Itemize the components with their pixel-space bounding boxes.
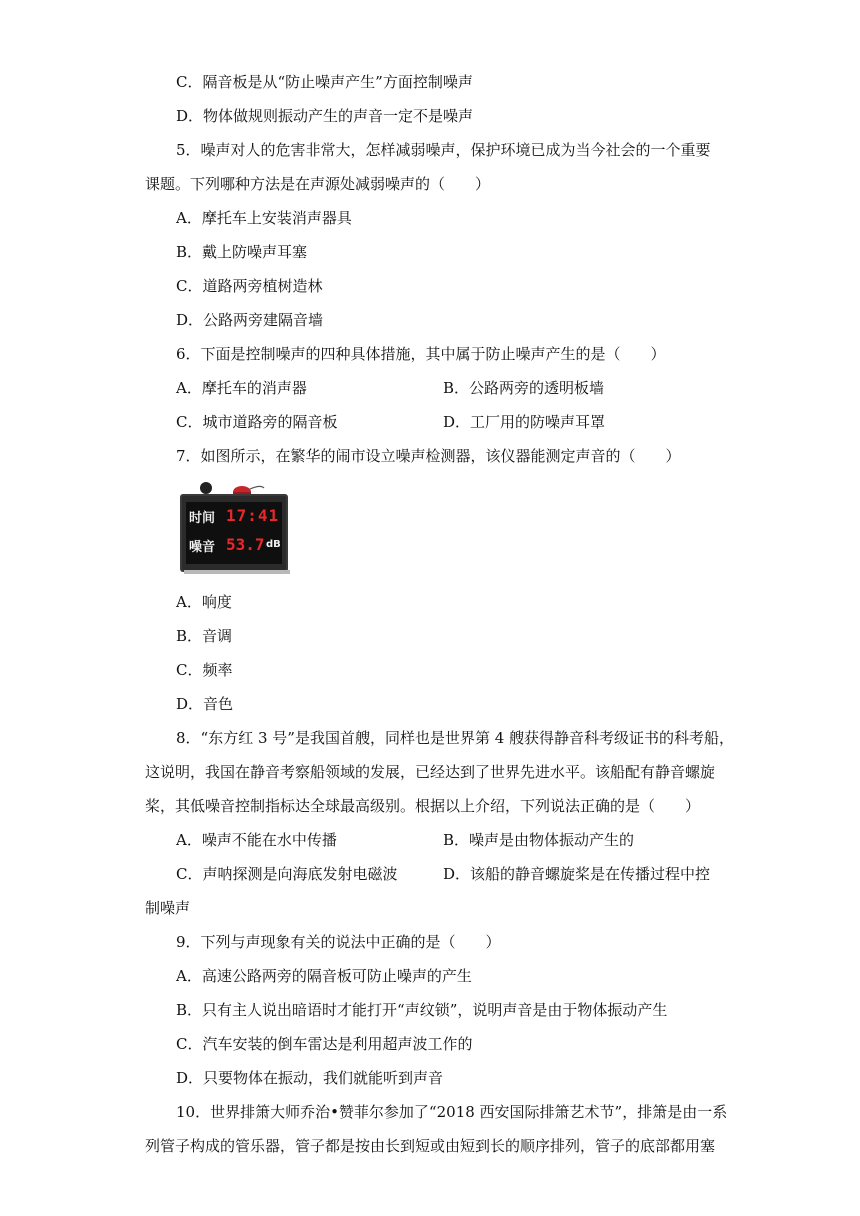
db-unit-label: dB: [266, 539, 281, 550]
q7-stem: 7．如图所示，在繁华的闹市设立噪声检测器，该仪器能测定声音的（ ）: [176, 447, 681, 465]
q7-option-b: B．音调: [176, 627, 233, 645]
q5-option-b: B．戴上防噪声耳塞: [176, 243, 308, 261]
noise-readout: 53.7: [226, 535, 265, 554]
q8-stem-line1: 8．“东方红 3 号”是我国首艘，同样也是世界第 4 艘获得静音科考级证书的科考船，: [176, 729, 735, 747]
q5-option-d: D．公路两旁建隔音墙: [176, 311, 324, 329]
q8-option-b: B．噪声是由物体振动产生的: [443, 831, 635, 849]
q8-option-d: D．该船的静音螺旋桨是在传播过程中控: [443, 865, 711, 883]
q6-option-d: D．工厂用的防噪声耳罩: [443, 413, 606, 431]
q8-option-d-continued: 制噪声: [145, 899, 191, 917]
noise-label: 噪音: [189, 540, 216, 555]
q6-option-c: C．城市道路旁的隔音板: [176, 413, 338, 431]
q4-option-d: D．物体做规则振动产生的声音一定不是噪声: [176, 107, 474, 125]
q9-option-d: D．只要物体在振动，我们就能听到声音: [176, 1069, 444, 1087]
q5-stem-line1: 5．噪声对人的危害非常大，怎样减弱噪声，保护环境已成为当今社会的一个重要: [176, 141, 711, 159]
time-label: 时间: [189, 511, 216, 526]
q5-option-c: C．道路两旁植树造林: [176, 277, 323, 295]
q7-option-a: A．响度: [176, 593, 232, 611]
q8-stem-line3: 桨，其低噪音控制指标达全球最高级别。根据以上介绍，下列说法正确的是（ ）: [145, 797, 701, 815]
q9-stem: 9．下列与声现象有关的说法中正确的是（ ）: [176, 933, 501, 951]
q5-stem-line2: 课题。下列哪种方法是在声源处减弱噪声的（ ）: [145, 175, 491, 193]
q10-stem-line2: 列管子构成的管乐器，管子都是按由长到短或由短到长的顺序排列，管子的底部都用塞: [145, 1137, 716, 1155]
q9-option-b: B．只有主人说出暗语时才能打开“声纹锁”，说明声音是由于物体振动产生: [176, 1001, 668, 1019]
q6-option-a: A．摩托车的消声器: [176, 379, 307, 397]
time-readout: 17:41: [226, 506, 280, 525]
q8-option-c: C．声呐探测是向海底发射电磁波: [176, 865, 398, 883]
q9-option-a: A．高速公路两旁的隔音板可防止噪声的产生: [176, 967, 472, 985]
q6-stem: 6．下面是控制噪声的四种具体措施，其中属于防止噪声产生的是（ ）: [176, 345, 666, 363]
q6-option-b: B．公路两旁的透明板墙: [443, 379, 605, 397]
q4-option-c: C．隔音板是从“防止噪声产生”方面控制噪声: [176, 73, 473, 91]
q10-stem-line1: 10．世界排箫大师乔治•赞菲尔参加了“2018 西安国际排箫艺术节”，排箫是由一系: [176, 1103, 728, 1121]
noise-monitor-figure: [178, 482, 293, 574]
q7-option-d: D．音色: [176, 695, 234, 713]
q8-option-a: A．噪声不能在水中传播: [176, 831, 337, 849]
q7-option-c: C．频率: [176, 661, 233, 679]
q8-stem-line2: 这说明，我国在静音考察船领域的发展，已经达到了世界先进水平。该船配有静音螺旋: [145, 763, 716, 781]
q5-option-a: A．摩托车上安装消声器具: [176, 209, 352, 227]
q9-option-c: C．汽车安装的倒车雷达是利用超声波工作的: [176, 1035, 473, 1053]
